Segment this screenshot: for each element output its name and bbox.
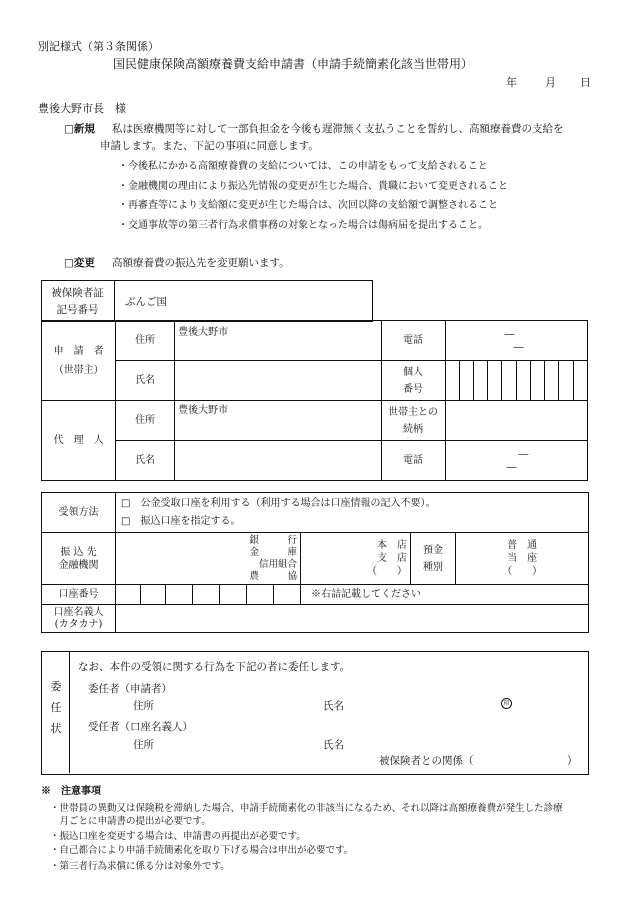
delegatee-label: 受任者（口座名義人） [88, 721, 193, 733]
personal-number-digit[interactable] [516, 361, 530, 401]
applicant-phone-label: 電話 [381, 321, 445, 361]
date-month: 月 [545, 76, 556, 89]
note-item: ・第三者行為求償に係る分は対象外です。 [50, 861, 230, 872]
personal-number-digit[interactable] [573, 361, 587, 401]
seal-stamp-icon: 印 [501, 697, 512, 709]
addressee: 豊後大野市長 様 [38, 102, 126, 115]
receive-method-label: 受領方法 [42, 493, 116, 533]
account-holder-field[interactable] [116, 605, 589, 633]
personal-number-digit[interactable] [530, 361, 544, 401]
relation-to-insured-label: 被保険者との関係（ [379, 755, 474, 767]
personal-number-digit[interactable] [545, 361, 559, 401]
note-item: ・振込口座を変更する場合は、申請書の再提出が必要です。 [50, 831, 306, 842]
public-account-option[interactable]: □ 公金受取口座を利用する（利用する場合は口座情報の記入不要）。 [121, 498, 436, 509]
account-note: ※右詰記載してください [301, 585, 589, 605]
personal-number-digit[interactable] [559, 361, 573, 401]
agent-phone-field[interactable]: ― ― [445, 441, 587, 481]
agent-address-field[interactable]: 豊後大野市 [175, 401, 381, 441]
applicant-name-field[interactable] [175, 361, 381, 401]
account-digit[interactable] [141, 585, 166, 605]
delegatee-address-label: 住所 [133, 739, 154, 751]
bank-name-field[interactable]: 銀 行 金 庫 信用組合 農 協 [116, 533, 301, 585]
applicant-table [41, 320, 588, 481]
consent-bullet: ・交通事故等の第三者行為求償事務の対象となった場合は傷病届を提出すること。 [118, 220, 488, 231]
date-year: 年 [506, 76, 517, 89]
applicant-phone-field[interactable]: ― ― [445, 321, 587, 361]
note-item: ・世帯員の異動又は保険税を滞納した場合、申請手続簡素化の非該当になるため、それ以降は高額療養費が発生した診療 [50, 803, 563, 814]
change-text: 高額療養費の振込先を変更願います。 [112, 257, 290, 269]
delegator-name-label: 氏名 [323, 700, 344, 712]
applicant-address-field[interactable]: 豊後大野市 [175, 321, 381, 361]
branch-name-field[interactable]: 本 店 支 店 （ ） [301, 533, 411, 585]
applicant-label: 申 請 者 （世帯主） [42, 321, 116, 401]
account-digit[interactable] [166, 585, 193, 605]
delegation-side-label: 委 任 状 [50, 680, 62, 735]
account-holder-label: 口座名義人 (カタカナ) [42, 605, 116, 633]
change-checkbox-label[interactable]: □変更 [64, 257, 95, 269]
applicant-name-label: 氏名 [116, 361, 175, 401]
consent-bullet: ・今後私にかかる高額療養費の支給については、この申請をもって支給されること [118, 161, 488, 172]
bank-label: 振 込 先 金融機関 [42, 533, 116, 585]
checkbox-icon[interactable]: □ [121, 516, 131, 527]
form-reference: 別記様式（第３条関係） [38, 40, 159, 53]
account-digit[interactable] [220, 585, 247, 605]
note-item: ・自己都合により申請手続簡素化を取り下げる場合は申出が必要です。 [50, 845, 354, 856]
agent-label: 代 理 人 [42, 401, 116, 481]
receive-method-options [116, 493, 589, 533]
personal-number-digit[interactable] [445, 361, 459, 401]
new-text-line1: 私は医療機関等に対して一部負担金を今後も遅滞無く支払うことを誓約し、高額療養費の支給を [112, 123, 564, 135]
delegator-label: 委任者（申請者） [88, 683, 172, 695]
date-day: 日 [580, 76, 591, 89]
agent-address-label: 住所 [116, 401, 175, 441]
personal-number-digit[interactable] [459, 361, 473, 401]
account-digit[interactable] [247, 585, 274, 605]
checkbox-icon[interactable]: □ [121, 498, 131, 509]
account-digit[interactable] [193, 585, 220, 605]
deposit-type-field[interactable]: 普 通 当 座 （ ） [456, 533, 589, 585]
note-item: 月ごとに申請書の提出が必要です。 [50, 816, 211, 827]
new-checkbox-label[interactable]: □新規 [64, 123, 95, 135]
deposit-type-label: 預金 種別 [411, 533, 456, 585]
agent-name-field[interactable] [175, 441, 381, 481]
agent-phone-label: 電話 [381, 441, 445, 481]
form-title: 国民健康保険高額療養費支給申請書（申請手続簡素化該当世帯用） [113, 57, 474, 71]
consent-bullet: ・再審査等により支給額に変更が生じた場合は、次回以降の支給額で調整されること [118, 200, 498, 211]
account-digit[interactable] [116, 585, 141, 605]
personal-number-label: 個人 番号 [381, 361, 445, 401]
consent-bullet: ・金融機関の理由により振込先情報の変更が生じた場合、貴職において変更されること [118, 181, 508, 192]
applicant-address-label: 住所 [116, 321, 175, 361]
agent-name-label: 氏名 [116, 441, 175, 481]
insured-label-1: 被保険者証 [51, 287, 104, 299]
personal-number-digit[interactable] [473, 361, 487, 401]
bank-table [41, 492, 589, 633]
relation-field[interactable] [445, 401, 587, 441]
insured-label-2: 記号番号 [56, 304, 99, 316]
relation-label: 世帯主との 続柄 [381, 401, 445, 441]
account-digit[interactable] [274, 585, 301, 605]
relation-close-paren: ） [567, 755, 578, 767]
insured-number-field[interactable]: ぶんご国 [125, 296, 167, 308]
personal-number-digit[interactable] [502, 361, 516, 401]
new-text-line2: 申請します。また、下記の事項に同意します。 [100, 140, 319, 152]
delegation-intro: なお、本件の受領に関する行為を下記の者に委任します。 [78, 661, 351, 673]
delegatee-name-label: 氏名 [323, 739, 344, 751]
transfer-account-option[interactable]: □ 振込口座を指定する。 [121, 516, 241, 527]
notes-heading: ※ 注意事項 [41, 786, 101, 797]
delegator-address-label: 住所 [133, 700, 154, 712]
account-number-label: 口座番号 [42, 585, 116, 605]
personal-number-digit[interactable] [488, 361, 502, 401]
